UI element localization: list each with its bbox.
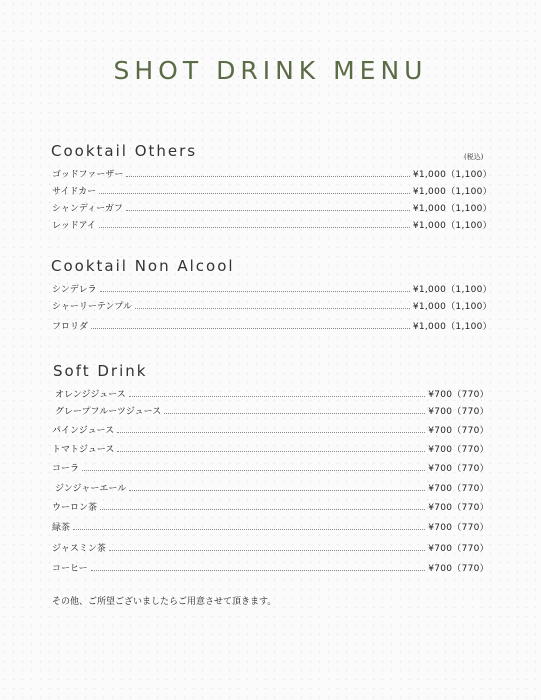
menu-item (55, 386, 489, 400)
item-price: ¥1,000（1,100） (412, 187, 492, 197)
item-price: ¥700（770） (428, 407, 489, 417)
menu-item (52, 318, 492, 332)
menu-item (55, 480, 489, 494)
menu-item (52, 422, 489, 436)
section-heading-cocktail-non-alcool: Cooktail Non Alcool (51, 257, 235, 275)
item-name: フロリダ (52, 322, 89, 332)
item-price: ¥1,000（1,100） (412, 170, 492, 180)
item-price: ¥700（770） (428, 426, 489, 436)
footnote: その他、ご所望ございましたらご用意させて頂きます。 (52, 597, 277, 607)
item-name: トマトジュース (52, 445, 115, 455)
dot-leader (99, 193, 410, 194)
item-name: ウーロン茶 (52, 503, 98, 513)
dot-leader (91, 328, 410, 329)
item-price: ¥700（770） (428, 544, 489, 554)
item-name: グレープフルーツジュース (55, 407, 162, 417)
dot-leader (73, 529, 425, 530)
item-name: ジンジャーエール (55, 484, 127, 494)
item-name: 緑茶 (52, 523, 71, 533)
menu-item (55, 403, 489, 417)
menu-item (52, 499, 489, 513)
item-price: ¥700（770） (428, 445, 489, 455)
item-price: ¥700（770） (428, 503, 489, 513)
dot-leader (100, 291, 410, 292)
item-price: ¥700（770） (428, 484, 489, 494)
item-price: ¥1,000（1,100） (412, 302, 492, 312)
dot-leader (91, 570, 426, 571)
item-price: ¥1,000（1,100） (412, 204, 492, 214)
dot-leader (99, 227, 410, 228)
item-name: シャーリーテンプル (52, 302, 133, 312)
dot-leader (126, 210, 410, 211)
section-heading-cocktail-others: Cooktail Others (51, 142, 198, 160)
menu-item (52, 281, 492, 295)
item-name: シャンディーガフ (52, 204, 123, 214)
menu-item (52, 183, 492, 197)
item-name: オレンジジュース (55, 390, 126, 400)
menu-item (52, 460, 489, 474)
dot-leader (117, 451, 425, 452)
dot-leader (164, 413, 425, 414)
item-name: ジャスミン茶 (52, 544, 106, 554)
item-price: ¥700（770） (428, 464, 489, 474)
menu-item (52, 200, 492, 214)
item-price: ¥700（770） (428, 564, 489, 574)
dot-leader (100, 509, 425, 510)
item-price: ¥700（770） (428, 523, 489, 533)
menu-item (52, 441, 489, 455)
menu-item (52, 560, 489, 574)
item-name: レッドアイ (52, 221, 96, 231)
dot-leader (129, 396, 426, 397)
section-heading-soft-drink: Soft Drink (53, 362, 148, 380)
item-price: ¥1,000（1,100） (412, 285, 492, 295)
dot-leader (135, 308, 410, 309)
item-name: シンデレラ (52, 285, 97, 295)
item-price: ¥700（770） (428, 390, 489, 400)
dot-leader (109, 550, 425, 551)
item-price: ¥1,000（1,100） (412, 221, 492, 231)
menu-item (52, 540, 489, 554)
item-name: ゴッドファーザー (52, 170, 124, 180)
menu-item (52, 217, 492, 231)
dot-leader (129, 490, 425, 491)
dot-leader (126, 176, 409, 177)
dot-leader (82, 470, 425, 471)
item-name: パインジュース (52, 426, 115, 436)
menu-item (52, 519, 489, 533)
item-price: ¥1,000（1,100） (412, 322, 492, 332)
item-name: サイドカー (52, 187, 97, 197)
dot-leader (117, 432, 425, 433)
tax-included-label: (税込) (464, 153, 484, 161)
menu-item (52, 166, 492, 180)
item-name: コーヒー (52, 564, 88, 574)
item-name: コーラ (52, 464, 80, 474)
menu-item (52, 298, 492, 312)
menu-title: SHOT DRINK MENU (113, 56, 428, 85)
